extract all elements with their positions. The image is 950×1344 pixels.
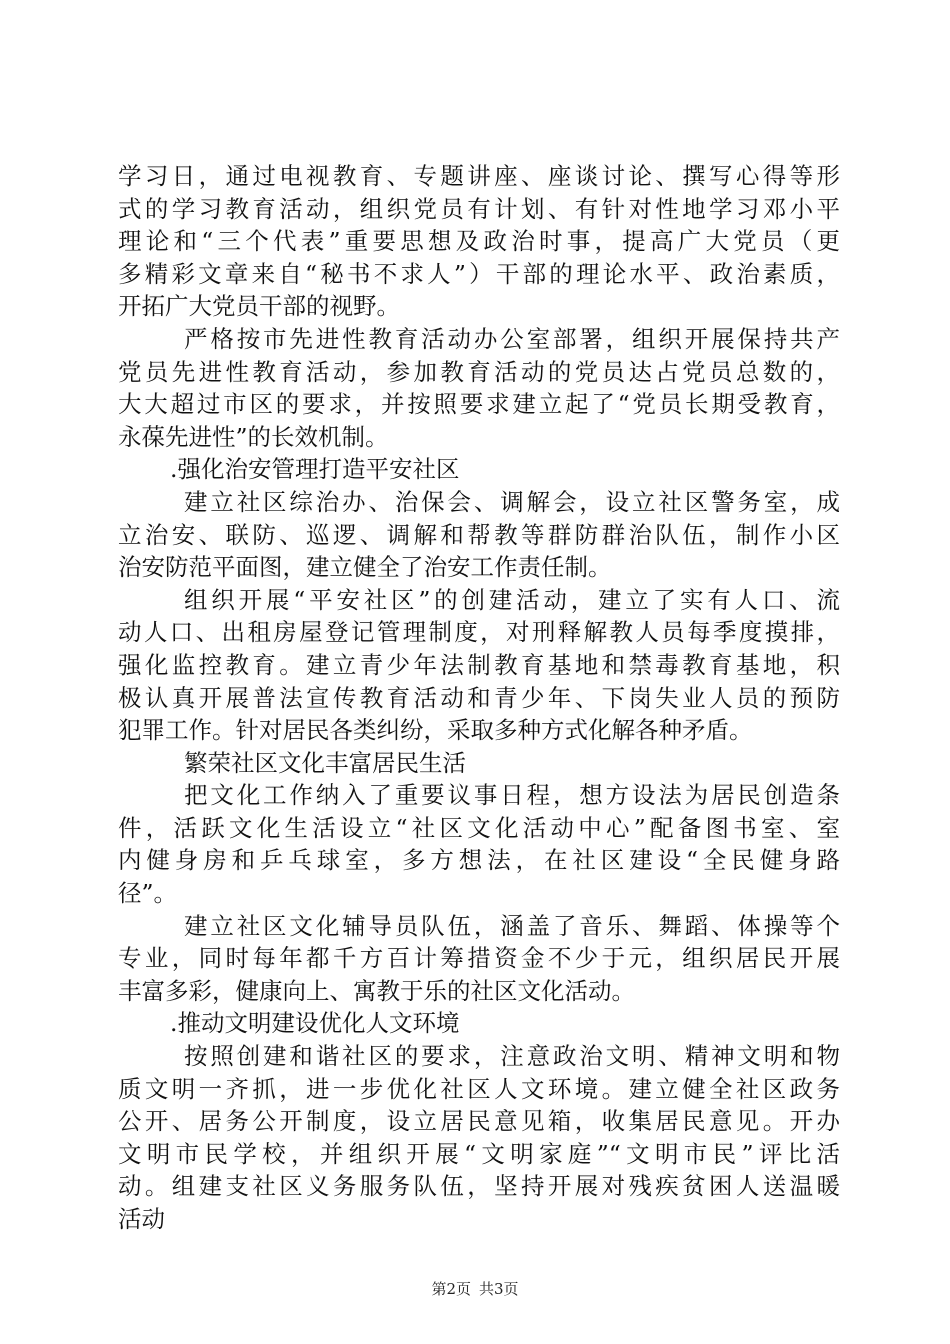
paragraph-first-line: 把文化工作纳入了重要议事日程，想方设法为居民创造条 [184, 781, 840, 810]
body-line: 强化监控教育。建立青少年法制教育基地和禁毒教育基地，积 [118, 650, 840, 679]
section-heading: .推动文明建设优化人文环境 [170, 1009, 460, 1038]
body-line: 公开、居务公开制度，设立居民意见箱，收集居民意见。开办 [118, 1107, 840, 1136]
paragraph-first-line: 建立社区综治办、治保会、调解会，设立社区警务室，成 [184, 487, 840, 516]
section-heading: .强化治安管理打造平安社区 [170, 455, 460, 484]
page-footer [0, 1279, 950, 1299]
body-line: 学习日，通过电视教育、专题讲座、座谈讨论、撰写心得等形 [118, 162, 840, 190]
body-line: 文明市民学校，并组织开展“文明家庭”“文明市民”评比活 [118, 1139, 840, 1168]
body-line: 立治安、联防、巡逻、调解和帮教等群防群治队伍，制作小区 [118, 520, 840, 549]
body-line: 多精彩文章来自“秘书不求人”）干部的理论水平、政治素质， [118, 259, 840, 288]
page-number: 第2页 [431, 1280, 471, 1298]
body-line: 理论和“三个代表”重要思想及政治时事，提高广大党员（更 [118, 227, 840, 256]
body-line: 大大超过市区的要求，并按照要求建立起了“党员长期受教育， [118, 390, 840, 419]
body-line: 动人口、出租房屋登记管理制度，对刑释解教人员每季度摸排， [118, 618, 840, 647]
body-line: 犯罪工作。针对居民各类纠纷，采取多种方式化解各种矛盾。 [118, 716, 753, 745]
body-line: 永葆先进性”的长效机制。 [118, 422, 389, 451]
body-line: 内健身房和乒乓球室，多方想法，在社区建设“全民健身路 [118, 846, 840, 875]
body-line: 件，活跃文化生活设立“社区文化活动中心”配备图书室、室 [118, 813, 840, 842]
body-line: 开拓广大党员干部的视野。 [118, 292, 400, 321]
page-total: 共3页 [479, 1280, 519, 1298]
body-line: 活动 [118, 1205, 165, 1233]
body-line: 专业，同时每年都千方百计筹措资金不少于元，组织居民开展 [118, 944, 840, 973]
body-line: 丰富多彩，健康向上、寓教于乐的社区文化活动。 [118, 976, 635, 1005]
body-line: 径”。 [118, 879, 178, 908]
paragraph-first-line: 严格按市先进性教育活动办公室部署，组织开展保持共产 [184, 324, 840, 353]
paragraph-first-line: 按照创建和谐社区的要求，注意政治文明、精神文明和物 [184, 1042, 840, 1071]
document-body [118, 160, 840, 1236]
paragraph-first-line: 建立社区文化辅导员队伍，涵盖了音乐、舞蹈、体操等个 [184, 911, 840, 940]
body-line: 治安防范平面图，建立健全了治安工作责任制。 [118, 553, 612, 582]
body-line: 式的学习教育活动，组织党员有计划、有针对性地学习邓小平 [118, 194, 840, 223]
body-line: 党员先进性教育活动，参加教育活动的党员达占党员总数的， [118, 357, 840, 386]
section-heading: 繁荣社区文化丰富居民生活 [184, 748, 466, 777]
body-line: 质文明一齐抓，进一步优化社区人文环境。建立健全社区政务 [118, 1074, 840, 1103]
paragraph-first-line: 组织开展“平安社区”的创建活动，建立了实有人口、流 [184, 585, 840, 614]
body-line: 动。组建支社区义务服务队伍，坚持开展对残疾贫困人送温暖 [118, 1172, 840, 1201]
body-line: 极认真开展普法宣传教育活动和青少年、下岗失业人员的预防 [118, 683, 840, 712]
